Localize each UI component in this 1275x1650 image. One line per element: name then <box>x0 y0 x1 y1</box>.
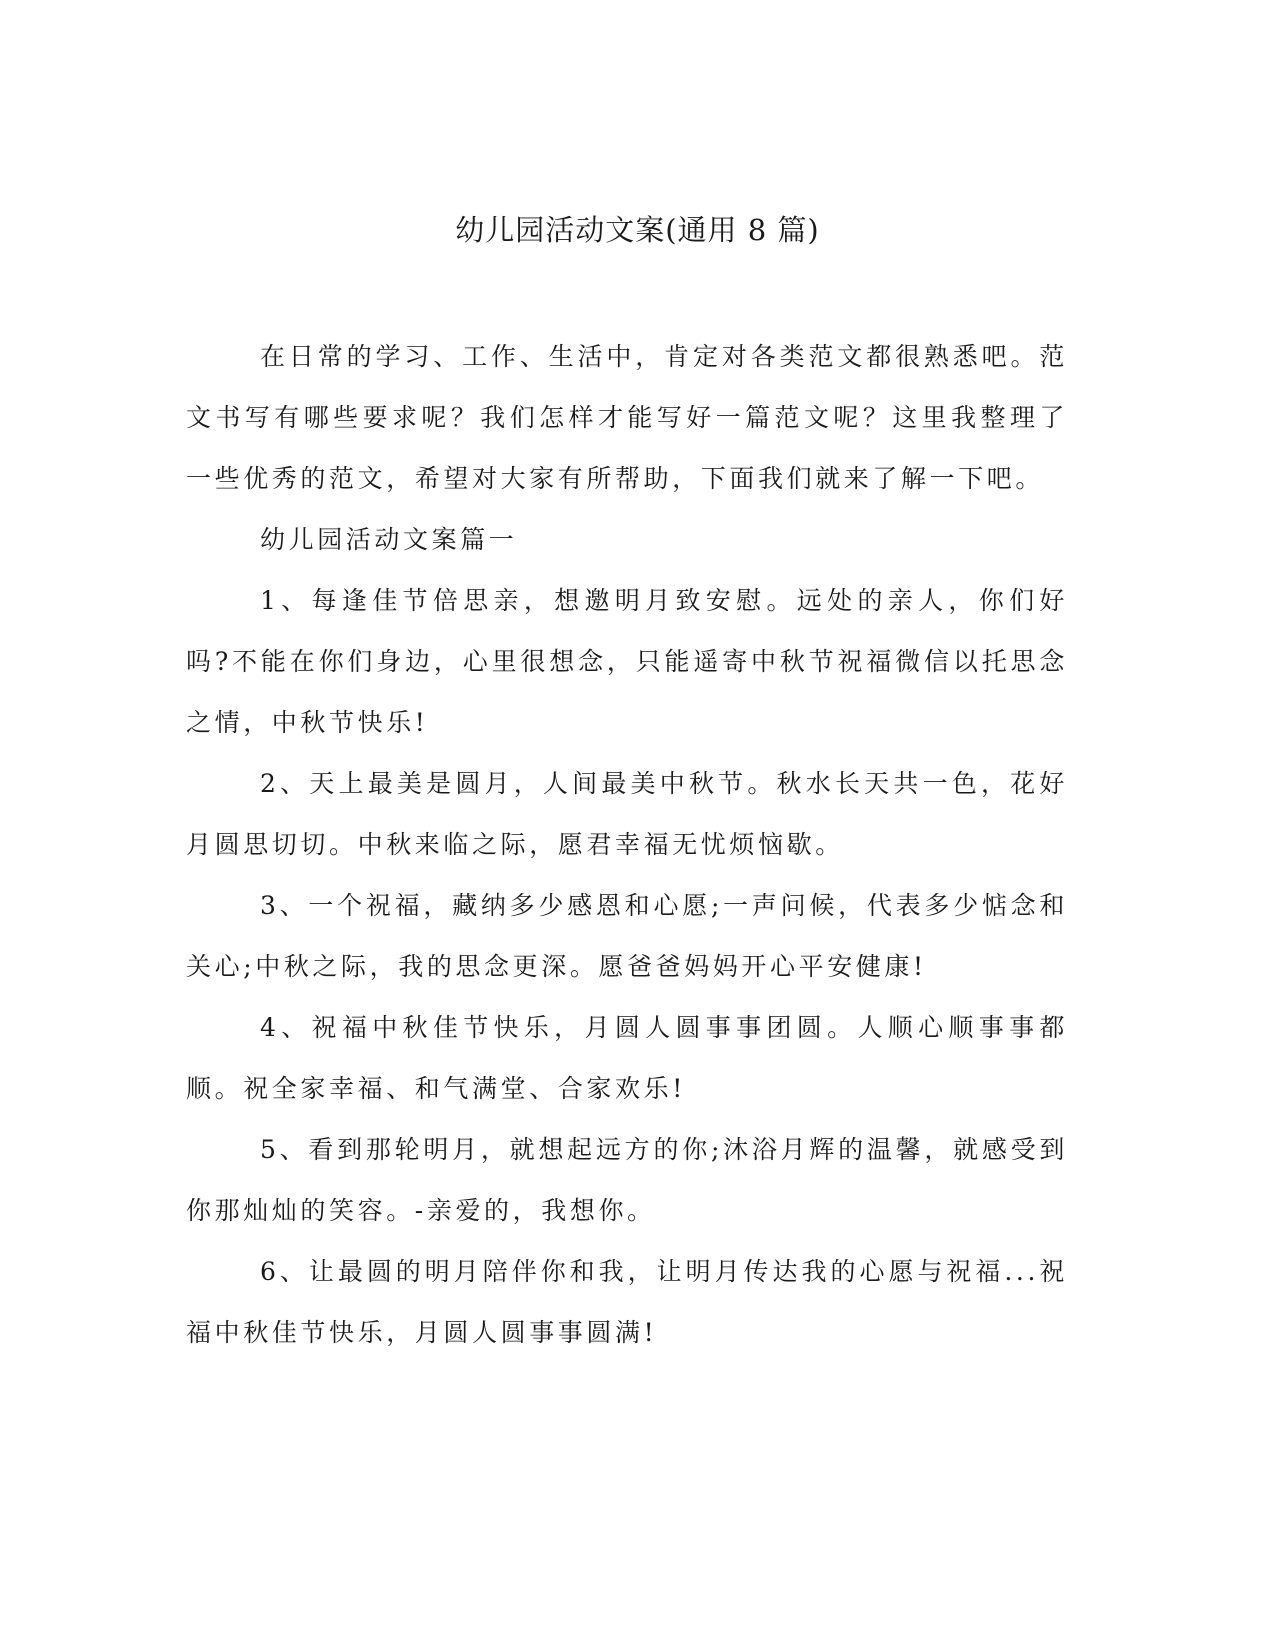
list-item: 2、天上最美是圆月，人间最美中秋节。秋水长天共一色，花好月圆思切切。中秋来临之际，愿君幸福无忧烦恼歇。 <box>186 769 1068 859</box>
list-item: 5、看到那轮明月，就想起远方的你;沐浴月辉的温馨，就感受到你那灿灿的笑容。-亲爱的，我想你。 <box>186 1135 1068 1225</box>
document-body <box>186 326 1068 1363</box>
list-item: 4、祝福中秋佳节快乐，月圆人圆事事团圆。人顺心顺事事都顺。祝全家幸福、和气满堂、合家欢乐! <box>186 1013 1068 1103</box>
list-item: 1、每逢佳节倍思亲，想邀明月致安慰。远处的亲人，你们好吗?不能在你们身边，心里很想念，只能遥寄中秋节祝福微信以托思念之情，中秋节快乐! <box>186 586 1068 737</box>
section-heading: 幼儿园活动文案篇一 <box>260 525 518 554</box>
document-title: 幼儿园活动文案(通用 8 篇) <box>455 213 820 247</box>
list-item: 6、让最圆的明月陪伴你和我，让明月传达我的心愿与祝福...祝福中秋佳节快乐，月圆人圆事事圆满! <box>186 1257 1068 1347</box>
intro-paragraph: 在日常的学习、工作、生活中，肯定对各类范文都很熟悉吧。范文书写有哪些要求呢？我们怎样才能写好一篇范文呢？这里我整理了一些优秀的范文，希望对大家有所帮助，下面我们就来了解一下吧。 <box>186 342 1068 493</box>
list-item: 3、一个祝福，藏纳多少感恩和心愿;一声问候，代表多少惦念和关心;中秋之际，我的思念更深。愿爸爸妈妈开心平安健康! <box>186 891 1068 981</box>
